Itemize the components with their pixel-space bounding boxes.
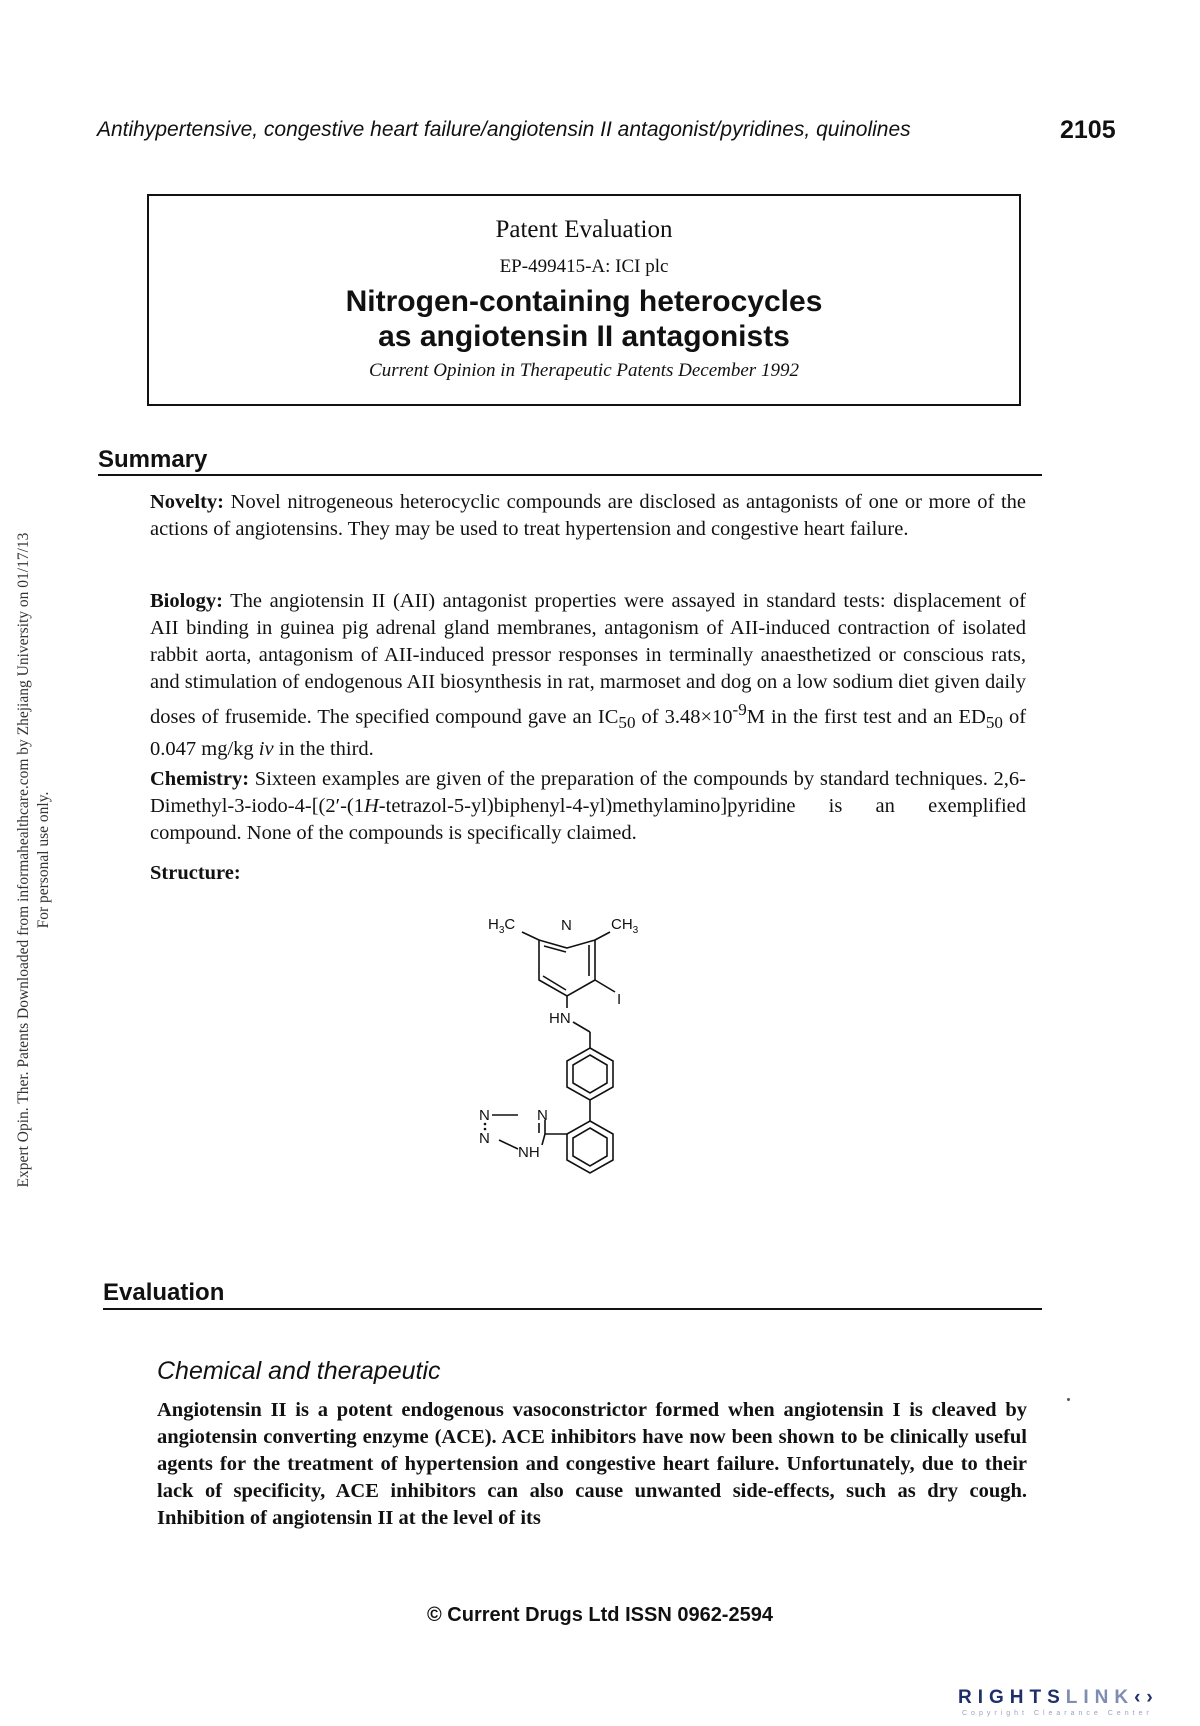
biology-label: Biology: [150,590,223,612]
source-citation: Current Opinion in Therapeutic Patents December 1992 [369,360,799,381]
running-head: Antihypertensive, congestive heart failure/angiotensin II antagonist/pyridines, quinolines [97,118,911,141]
chemical-structure [470,905,670,1220]
novelty-label: Novelty: [150,491,225,513]
route-italic: iv [258,737,274,760]
biology-value: of 3.48×10 [635,705,733,728]
article-title [149,284,1019,354]
article-title-line1: Nitrogen-containing heterocycles [345,285,823,318]
methyl-left: $H_3C$ [488,916,516,936]
methyl-bond-right [595,932,610,940]
download-watermark [14,480,54,1240]
watermark-line1: Expert Opin. Ther. Patents Downloaded from informahealthcare.com by Zhejiang University on 01/17/13 [15,532,32,1188]
phenyl-ring-lower-inner [573,1128,607,1166]
ed50-subscript: 50 [985,712,1003,732]
chemistry-text: Sixteen examples are given of the preparation of the compounds by standard techniques. 2,6-Dimethyl-3-iodo-4-[(2′-(1 [150,768,1026,817]
pyridine-ring [539,940,595,996]
rightslink-logo[interactable] [958,1687,1159,1709]
exponent: -9 [732,700,747,719]
stray-dot [1067,1398,1070,1401]
footer-copyright: © Current Drugs Ltd ISSN 0962-2594 [427,1604,773,1626]
novelty-paragraph [150,489,1026,543]
structure-label: Structure: [150,862,241,884]
rightslink-rights: RIGHTS [958,1687,1066,1708]
tetrazole-n3: N [479,1130,490,1147]
chemistry-paragraph [150,766,1026,847]
chemistry-text-cont: -tetrazol-5-yl)biphenyl-4-yl)methylamino]pyridine is an exemplified compound. None of the compounds is specifically claimed. [150,795,1026,844]
title-box [147,194,1021,406]
novelty-text: Novel nitrogeneous heterocyclic compounds are disclosed as antagonists of one or more of the actions of angiotensins. They may be used to treat hypertension and congestive heart failure. [150,491,1026,540]
methylene-bond [573,1022,590,1032]
tetrazole-nh: NH [518,1144,540,1161]
ring-nitrogen: N [561,917,572,934]
evaluation-rule [103,1308,1042,1310]
iodo-bond [595,980,615,992]
phenyl-ring-upper-inner [573,1055,607,1093]
iodine-atom: I [617,991,622,1008]
patent-number: EP-499415-A: ICI plc [499,256,669,277]
tetrazole-bond [499,1140,518,1149]
chemistry-label: Chemistry: [150,768,250,790]
evaluation-subheading: Chemical and therapeutic [157,1357,441,1385]
evaluation-paragraph: Angiotensin II is a potent endogenous vasoconstrictor formed when angiotensin I is cleaved by angiotensin converting enzyme (ACE). ACE inhibitors have now been shown to be clinically useful agents for the treatment of hypertension and congestive heart failure. Unfortunately, due to their lack of specificity, ACE inhibitors can also cause unwanted side-effects, such as dry cough. Inhibition of angiotensin II at the level of its [157,1399,1027,1529]
summary-heading: Summary [98,446,208,473]
ic50-subscript: 50 [618,712,636,732]
biology-text-end: in the third. [273,737,374,760]
watermark-line2: For personal use only. [35,791,52,929]
evaluation-type: Patent Evaluation [495,216,673,243]
pyridine-double-bond [543,976,566,990]
biology-paragraph [150,588,1026,763]
methyl-bond-left [522,932,539,940]
rightslink-link: LINK [1065,1687,1135,1708]
article-title-line2: as angiotensin II antagonists [378,320,790,353]
biology-text: The angiotensin II (AII) antagonist properties were assayed in standard tests: displacement of AII binding in guinea pig adrenal gland membranes, antagonism of AII-induced contraction of isolated rabbit aorta, antagonism of AII-induced pressor responses in terminally anaesthetized or conscious rats, and stimulation of endogenous AII biosynthesis in rat, marmoset and dog on a low sodium diet given daily doses of frusemide. The specified compound gave an IC [150,590,1026,728]
h-italic: H [363,795,379,817]
methyl-right: $CH_3$ [611,916,639,936]
amine-nh: HN [549,1010,571,1027]
tetrazole-n2: N [537,1107,548,1124]
biology-dose: of 0.047 mg/kg [150,705,1027,760]
rightslink-subtitle: Copyright Clearance Center [962,1710,1153,1717]
evaluation-heading: Evaluation [103,1279,225,1306]
rightslink-chevron-icon: ‹› [1134,1687,1159,1708]
biology-text-cont: M in the first test and an ED [746,705,986,728]
summary-rule [98,474,1042,476]
tetrazole-n1: N [479,1107,490,1124]
tetrazole-bond [542,1134,545,1145]
page-number: 2105 [1060,116,1116,144]
